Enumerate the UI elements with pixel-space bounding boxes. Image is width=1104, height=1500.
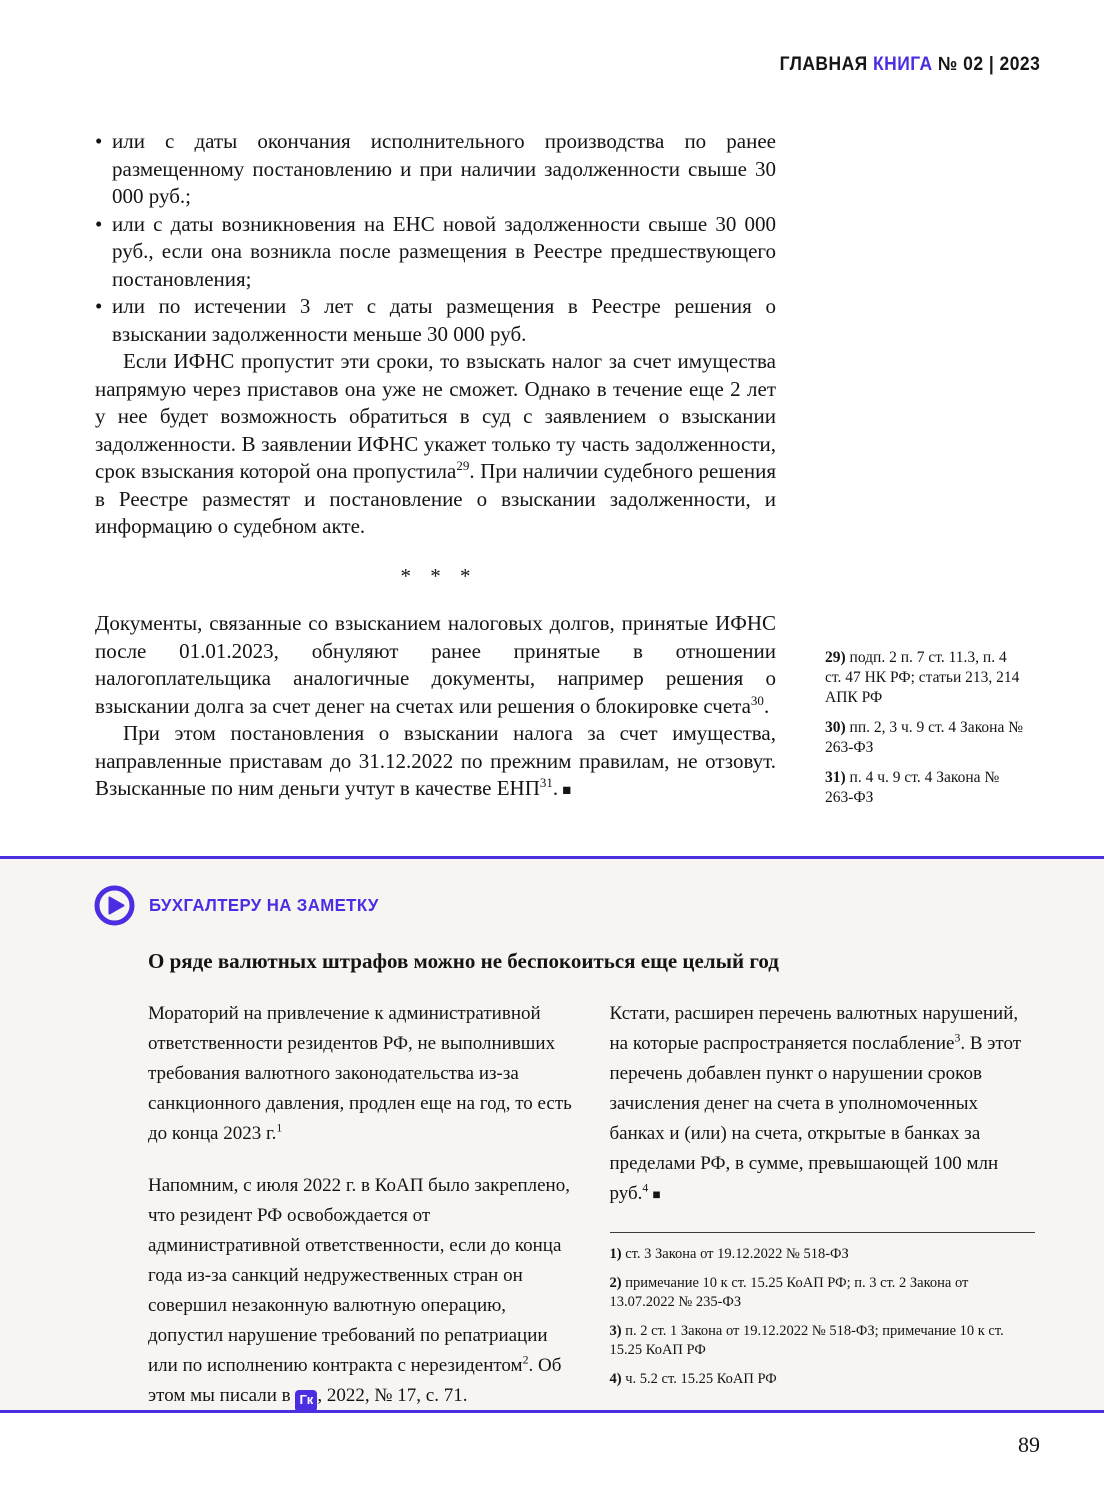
note-paragraph: Напомним, с июля 2022 г. в КоАП было закреплено, что резидент РФ освобождается от административной ответственности, если до конца года из-за санкций недружественных стран он совершил незаконную валютную операцию, допустил нарушение требований по репатриации или по исполнению контракта с нерезидентом$^2$. Об этом мы писали в Гк , 2022, № 17, с. 71. xyxy=(148,1171,574,1412)
footnote-number: 1) xyxy=(609,1246,622,1262)
bullet-list xyxy=(95,128,776,348)
section-separator: * * * xyxy=(400,563,478,588)
footnotes-block xyxy=(610,1232,1036,1389)
footnote-ref: 1 xyxy=(276,1121,283,1135)
margin-note xyxy=(825,648,1025,708)
note-paragraph: Мораторий на привлечение к административной ответственности резидентов РФ, не выполнивших требования валютного законодательства из-за санкционного давления, продлен еще на год, то есть до конца 2023 г.$^1$ xyxy=(148,1003,572,1144)
footnote xyxy=(610,1274,1036,1313)
margin-note-number: 29) xyxy=(825,649,846,666)
margin-note-text: п. 4 ч. 9 ст. 4 Закона № 263-ФЗ xyxy=(825,769,1000,806)
end-of-article-mark: ■ xyxy=(562,783,572,799)
note-box xyxy=(0,856,1104,1413)
article-paragraph: Документы, связанные со взысканием налоговых долгов, принятые ИФНС после 01.01.2023, обнуляют ранее принятые в отношении налогоплательщика аналогичные документы, например решения о взыскании долга за счет денег на счетах или решения о блокировке счета$^{30}$. xyxy=(95,611,776,718)
margin-note-number: 30) xyxy=(825,719,846,736)
margin-note xyxy=(825,768,1025,808)
margin-note-text: подп. 2 п. 7 ст. 11.3, п. 4 ст. 47 НК РФ; статьи 213, 214 АПК РФ xyxy=(825,649,1020,706)
margin-notes xyxy=(825,648,1025,818)
footnote-text: ст. 3 Закона от 19.12.2022 № 518-ФЗ xyxy=(625,1246,849,1262)
footnote xyxy=(610,1370,1036,1390)
note-title: О ряде валютных штрафов можно не беспокоиться еще целый год xyxy=(148,949,779,973)
kicker-row xyxy=(0,859,1104,927)
note-columns xyxy=(148,999,1035,1412)
footnote xyxy=(610,1322,1036,1361)
gk-magazine-logo-badge: Гк xyxy=(295,1390,317,1412)
section-kicker: БУХГАЛТЕРУ НА ЗАМЕТКУ xyxy=(149,895,379,915)
footnote-number: 3) xyxy=(609,1322,622,1339)
play-icon xyxy=(93,884,136,927)
note-column-right xyxy=(610,999,1036,1412)
margin-note xyxy=(825,718,1025,758)
article-body xyxy=(95,128,776,806)
page-number: 89 xyxy=(1018,1432,1040,1457)
end-of-article-mark: ■ xyxy=(652,1187,661,1202)
margin-note-number: 31) xyxy=(825,769,846,786)
footnote-text: ч. 5.2 ст. 15.25 КоАП РФ xyxy=(625,1370,777,1387)
article-paragraph: При этом постановления о взыскании налога за счет имущества, направленные приставам до 31.12.2022 по прежним правилам, не отзовут. Взысканные по ним деньги учтут в качестве ЕНП$^{31}$. ■ xyxy=(95,721,776,800)
note-paragraph: Кстати, расширен перечень валютных нарушений, на которые распространяется послабление$^3$. В этот перечень добавлен пункт о нарушении сроков зачисления денег на счета в уполномоченных банках и (или) на счета, открытые в банках за пределами РФ, в сумме, превышающей 100 млн руб.$^4$ ■ xyxy=(609,1003,1022,1204)
footnote-ref: 29 xyxy=(456,458,470,473)
article-paragraph: Если ИФНС пропустит эти сроки, то взыскать налог за счет имущества напрямую через приставов она уже не сможет. Однако в течение еще 2 лет у нее будет возможность обратиться в суд с заявлением о взыскании задолженности. В заявлении ИФНС укажет только ту часть задолженности, срок взыскания которой она пропустила$^{29}$. При наличии судебного решения в Реестре разместят и постановление о взыскании задолженности, и информацию о судебном акте. xyxy=(95,349,776,538)
bullet-item: • или по истечении 3 лет с даты размещения в Реестре решения о взыскании задолженности меньше 30 000 руб. xyxy=(95,293,776,348)
footnote-ref: 2 xyxy=(522,1353,529,1367)
footnote-ref: 31 xyxy=(539,775,553,790)
bullet-item: • или с даты возникновения на ЕНС новой задолженности свыше 30 000 руб., если она возникла после размещения в Реестре предшествующего постановления; xyxy=(95,211,776,294)
footnote-ref: 4 xyxy=(642,1181,649,1195)
footnote-text: п. 2 ст. 1 Закона от 19.12.2022 № 518-ФЗ; примечание 10 к ст. 15.25 КоАП РФ xyxy=(609,1322,1004,1358)
issue-number: № 02 | 2023 xyxy=(937,54,1040,75)
running-head xyxy=(779,54,1040,76)
footnote-ref: 3 xyxy=(954,1031,961,1045)
magazine-logo-word2: КНИГА xyxy=(872,54,933,75)
bullet-item: • или с даты окончания исполнительного производства по ранее размещенному постановлению и при наличии задолженности свыше 30 000 руб.; xyxy=(95,128,776,211)
footnote-number: 4) xyxy=(609,1370,622,1387)
footnote-number: 2) xyxy=(609,1274,622,1291)
footnote-ref: 30 xyxy=(750,692,764,708)
magazine-logo-word1: ГЛАВНАЯ xyxy=(779,54,868,75)
note-column-left xyxy=(148,999,574,1412)
footnote-text: примечание 10 к ст. 15.25 КоАП РФ; п. 3 ст. 2 Закона от 13.07.2022 № 235-ФЗ xyxy=(609,1274,969,1310)
margin-note-text: пп. 2, 3 ч. 9 ст. 4 Закона № 263-ФЗ xyxy=(825,719,1024,756)
footnote xyxy=(610,1245,1036,1265)
